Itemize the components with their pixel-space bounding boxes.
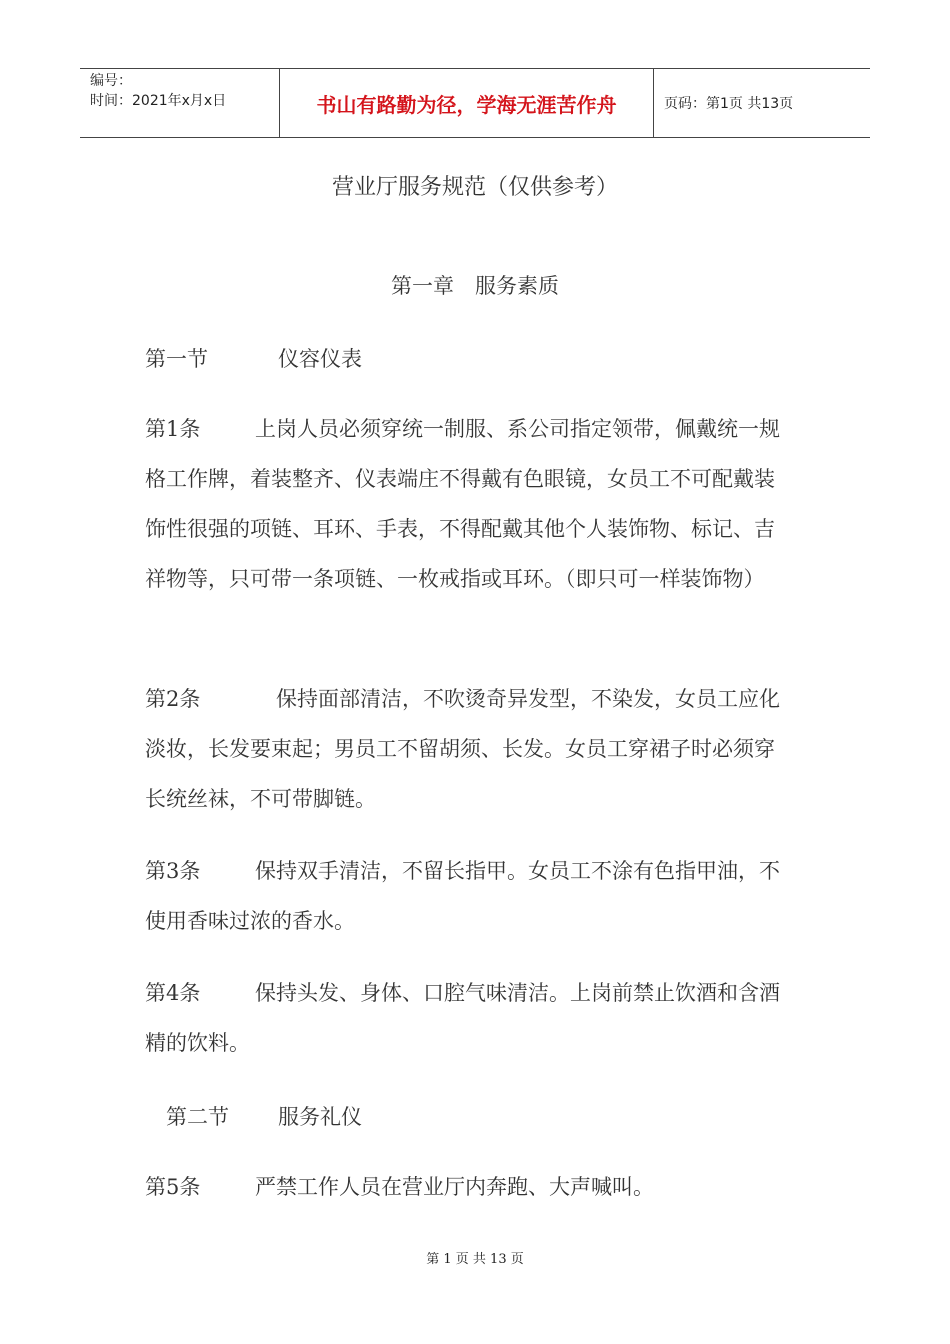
article-number: 第2条 bbox=[145, 687, 201, 711]
article-text: 保持双手清洁，不留长指甲。女员工不涂有色指甲油，不使用香味过浓的香水。 bbox=[145, 859, 780, 933]
article-number: 第3条 bbox=[145, 859, 201, 883]
section-heading-1 bbox=[145, 343, 362, 373]
article-number: 第4条 bbox=[145, 981, 201, 1005]
article-text: 保持头发、身体、口腔气味清洁。上岗前禁止饮酒和含酒精的饮料。 bbox=[145, 981, 780, 1055]
serial-label: 编号： bbox=[90, 73, 132, 89]
article-number: 第1条 bbox=[145, 417, 201, 441]
article-number: 第5条 bbox=[145, 1175, 201, 1199]
article-text: 上岗人员必须穿统一制服、系公司指定领带，佩戴统一规格工作牌，着装整齐、仪表端庄不得戴有色眼镜，女员工不可配戴装饰性很强的项链、耳环、手表，不得配戴其他个人装饰物、标记、吉祥物等，只可带一条项链、一枚戒指或耳环。（即只可一样装饰物） bbox=[145, 417, 780, 591]
header-page-info: 页码：第1页 共13页 bbox=[664, 96, 794, 112]
article-1 bbox=[145, 404, 795, 604]
section-label: 第一节 bbox=[145, 347, 208, 371]
header-meta bbox=[80, 69, 280, 137]
section-name: 服务礼仪 bbox=[278, 1105, 362, 1129]
chapter-heading: 第一章 服务素质 bbox=[391, 274, 559, 298]
article-text: 严禁工作人员在营业厅内奔跑、大声喊叫。 bbox=[255, 1175, 654, 1199]
section-label: 第二节 bbox=[166, 1105, 229, 1129]
article-2 bbox=[145, 674, 795, 824]
header-table bbox=[80, 68, 870, 138]
section-heading-2 bbox=[166, 1101, 362, 1131]
page-footer: 第 1 页 共 13 页 bbox=[426, 1252, 524, 1267]
article-5 bbox=[145, 1162, 795, 1212]
date-line: 时间：2021年x月x日 bbox=[90, 93, 227, 109]
document-title: 营业厅服务规范（仅供参考） bbox=[331, 175, 618, 200]
article-3 bbox=[145, 846, 795, 946]
article-text: 保持面部清洁，不吹烫奇异发型，不染发，女员工应化淡妆，长发要束起；男员工不留胡须、长发。女员工穿裙子时必须穿长统丝袜，不可带脚链。 bbox=[145, 687, 780, 811]
section-name: 仪容仪表 bbox=[278, 347, 362, 371]
article-4 bbox=[145, 968, 795, 1068]
header-motto: 书山有路勤为径，学海无涯苦作舟 bbox=[280, 69, 654, 137]
